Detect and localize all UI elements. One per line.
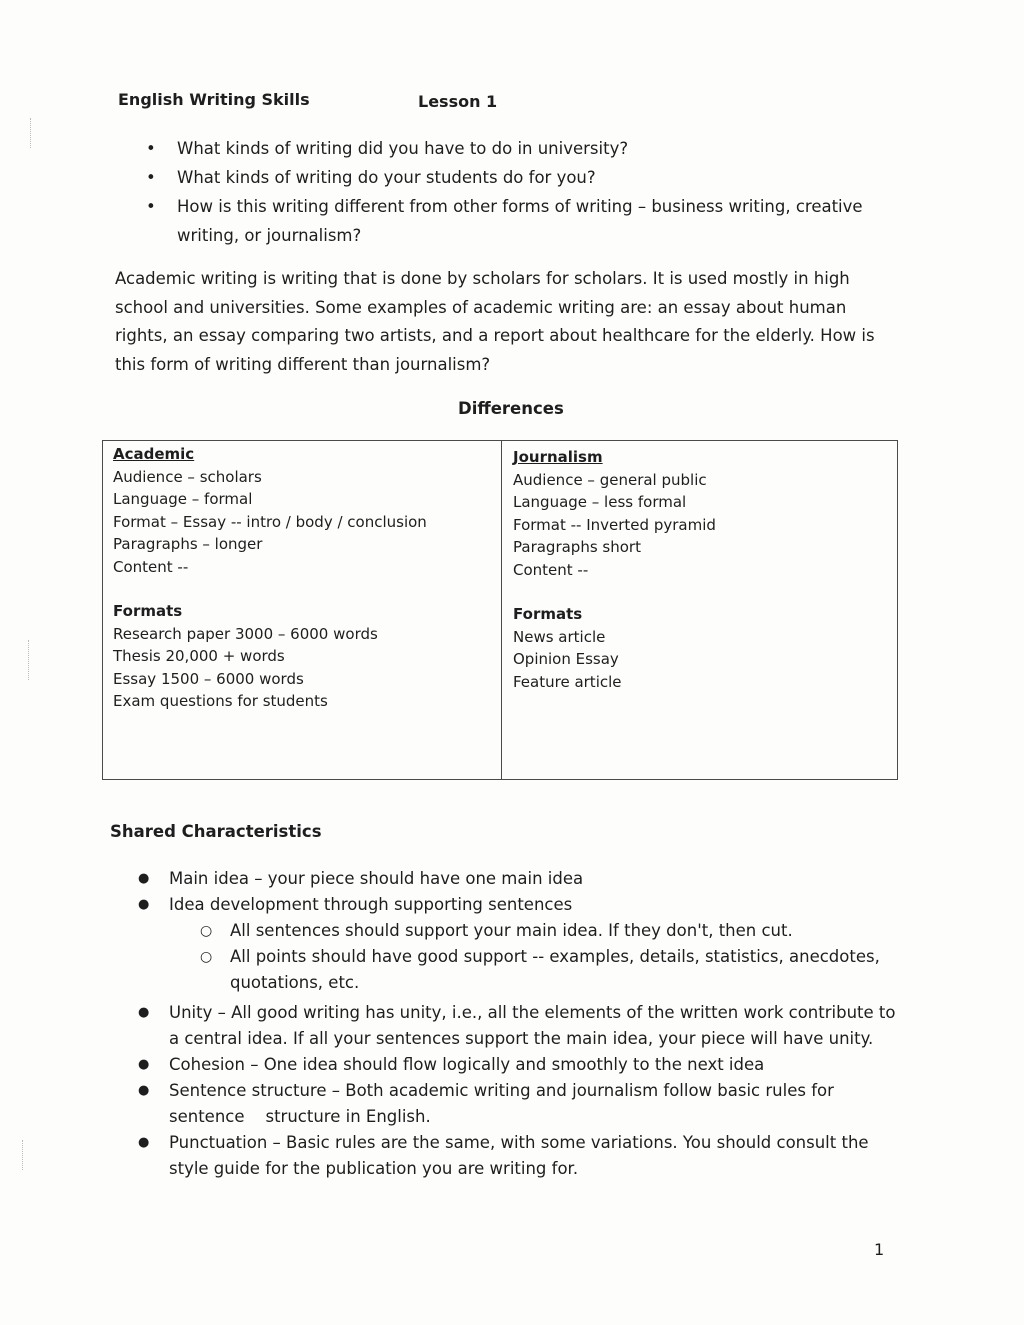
academic-line: Audience – scholars — [113, 467, 262, 486]
list-item-text: Punctuation – Basic rules are the same, with some variations. You should consult the style guide for the publication you are writing for. — [169, 1133, 869, 1178]
list-item-text: Sentence structure – Both academic writing and journalism follow basic rules for sentence structure in English. — [169, 1081, 840, 1126]
list-item — [138, 892, 898, 918]
journalism-line: Format -- Inverted pyramid — [513, 515, 716, 534]
journalism-line: Content -- — [513, 560, 589, 579]
question-text: How is this writing different from other forms of writing – business writing, creative writing, or journalism? — [177, 197, 863, 245]
intro-paragraph: Academic writing is writing that is done by scholars for scholars. It is used mostly in high school and universities. Some examples of academic writing are: an essay about human rights, an essay comparing two artists, and a report about healthcare for the elderly. How is this form of writing different than journalism? — [115, 269, 875, 374]
academic-line: Format – Essay -- intro / body / conclusion — [113, 512, 427, 531]
bullet-icon: ● — [138, 897, 150, 912]
list-item — [138, 1000, 899, 1052]
academic-line: Paragraphs – longer — [113, 535, 263, 553]
academic-format: Research paper 3000 – 6000 words — [113, 624, 378, 643]
academic-column — [113, 443, 427, 713]
list-item — [138, 1078, 859, 1130]
lesson-title: Lesson 1 — [418, 92, 498, 111]
journalism-line: Audience – general public — [513, 470, 707, 489]
shared-title: Shared Characteristics — [110, 822, 322, 841]
list-item-text: Idea development through supporting sentences — [169, 895, 573, 914]
list-item-text: Unity – All good writing has unity, i.e., all the elements of the written work contribute to a central idea. If all your sentences support the main idea, your piece will have unity. — [169, 1003, 896, 1048]
differences-table — [102, 440, 898, 780]
list-item — [138, 1052, 898, 1078]
bullet-icon: ● — [138, 1083, 150, 1098]
question-text: What kinds of writing did you have to do in university? — [177, 139, 629, 158]
circle-bullet-icon: ○ — [200, 923, 213, 939]
list-item — [138, 866, 898, 892]
journalism-format: News article — [513, 627, 606, 646]
academic-line: Language – formal — [113, 490, 253, 508]
academic-format: Thesis 20,000 + words — [113, 647, 285, 665]
journalism-format: Feature article — [513, 672, 622, 691]
circle-bullet-icon: ○ — [200, 949, 213, 965]
list-item-text: Main idea – your piece should have one main idea — [169, 869, 584, 888]
list-item-text: All points should have good support -- examples, details, statistics, anecdotes, quotations, etc. — [230, 947, 880, 992]
bullet-icon: ● — [138, 1005, 150, 1020]
page-number: 1 — [874, 1240, 885, 1259]
journalism-formats-heading: Formats — [513, 605, 583, 623]
journalism-line: Language – less formal — [513, 493, 687, 511]
shared-list — [138, 866, 898, 1182]
bullet-icon: • — [146, 197, 156, 216]
academic-format: Exam questions for students — [113, 692, 328, 710]
academic-heading: Academic — [113, 445, 195, 463]
bullet-icon: ● — [138, 871, 150, 886]
differences-title: Differences — [458, 399, 564, 418]
academic-line: Content -- — [113, 557, 189, 576]
question-text: What kinds of writing do your students do for you? — [177, 168, 596, 187]
bullet-icon: • — [146, 139, 156, 158]
academic-formats-heading: Formats — [113, 602, 183, 620]
list-item-text: Cohesion – One idea should flow logically and smoothly to the next idea — [169, 1055, 765, 1074]
bullet-icon: ● — [138, 1057, 150, 1072]
list-item — [138, 1130, 889, 1182]
list-item — [146, 163, 886, 192]
list-item — [146, 192, 867, 250]
journalism-column — [513, 446, 716, 693]
list-item-text: All sentences should support your main idea. If they don't, then cut. — [230, 921, 793, 940]
list-item — [146, 134, 886, 163]
column-divider — [501, 441, 502, 779]
bullet-icon: ● — [138, 1135, 150, 1150]
journalism-heading: Journalism — [513, 448, 603, 466]
bullet-icon: • — [146, 168, 156, 187]
course-title: English Writing Skills — [118, 90, 310, 109]
sub-list-item — [138, 944, 890, 996]
question-list — [146, 134, 886, 250]
academic-format: Essay 1500 – 6000 words — [113, 669, 304, 688]
journalism-line: Paragraphs short — [513, 538, 641, 556]
journalism-format: Opinion Essay — [513, 650, 619, 668]
sub-list-item — [138, 918, 898, 944]
